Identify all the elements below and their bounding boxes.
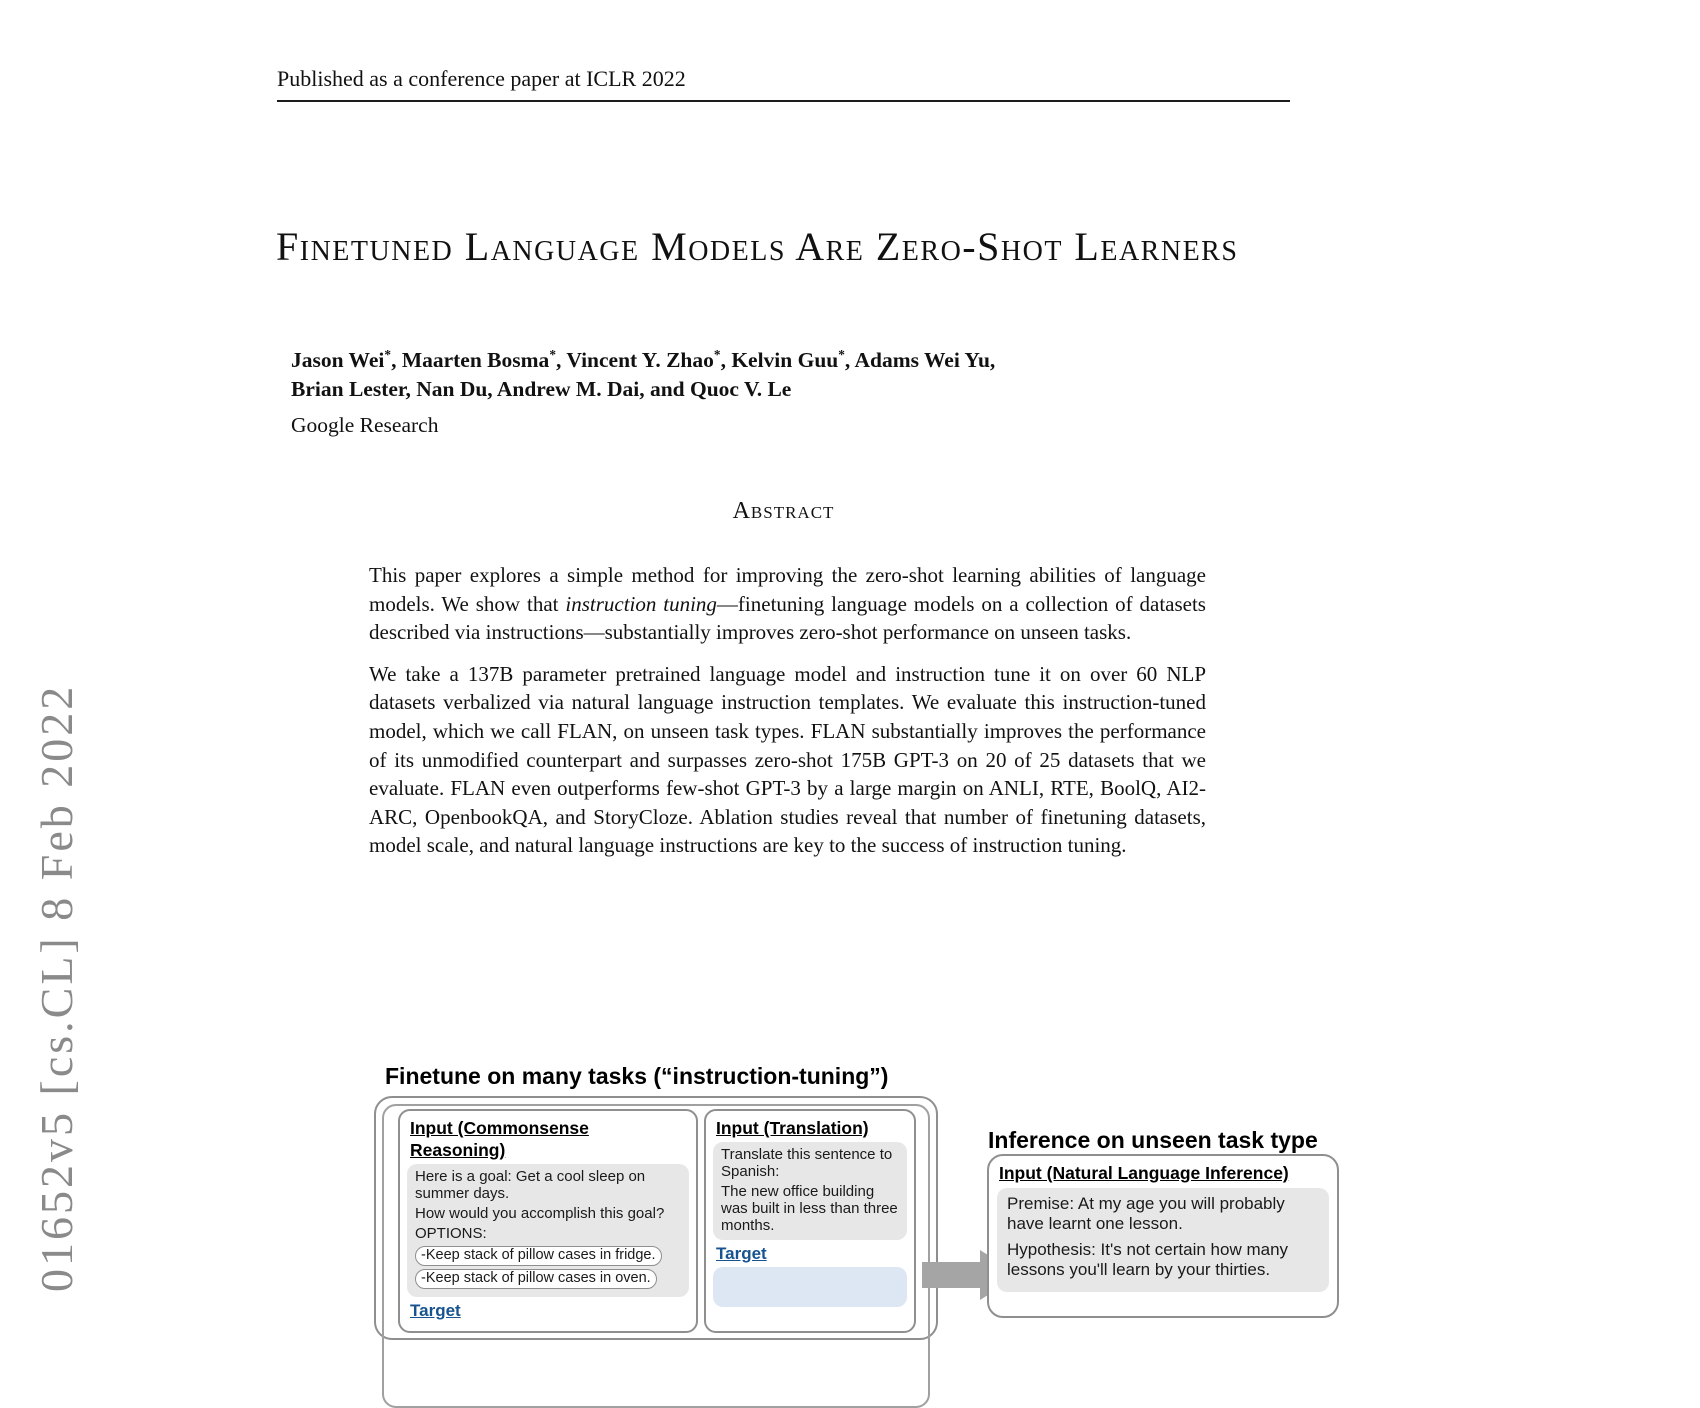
translation-sentence: The new office building was built in less than three months. xyxy=(721,1182,898,1234)
arxiv-stamp: 01652v5 [cs.CL] 8 Feb 2022 xyxy=(31,683,82,1292)
option-pill-fridge: -Keep stack of pillow cases in fridge. xyxy=(415,1246,662,1266)
nli-header: Input (Natural Language Inference) xyxy=(999,1163,1289,1183)
instruction-tuning-italic: instruction tuning xyxy=(565,591,717,616)
published-line: Published as a conference paper at ICLR 2022 xyxy=(277,66,686,91)
task-card-nli xyxy=(987,1154,1339,1318)
nli-input-box xyxy=(997,1188,1329,1292)
task-card-translation xyxy=(704,1109,916,1333)
commonsense-input-box xyxy=(407,1164,689,1297)
task-card-commonsense xyxy=(398,1109,698,1333)
finetune-heading: Finetune on many tasks (“instruction-tuning”) xyxy=(385,1063,889,1089)
abstract-paragraph-1: This paper explores a simple method for improving the zero-shot learning abilities of language models. We show that instruction tuning—finetuning language models on a collection of datasets described via instructions—substantially improves zero-shot performance on unseen tasks. xyxy=(369,563,1206,645)
commonsense-question: How would you accomplish this goal? xyxy=(415,1204,665,1222)
abstract-paragraph-2: We take a 137B parameter pretrained language model and instruction tune it on over 60 NLP datasets verbalized via natural language instruction templates. We evaluate this instruction-tuned model, which we call FLAN, on unseen task types. FLAN substantially improves the performance of its unmodified counterpart and surpasses zero-shot 175B GPT-3 on 20 of 25 datasets that we evaluate. FLAN even outperforms few-shot GPT-3 by a large margin on ANLI, RTE, BoolQ, AI2-ARC, OpenbookQA, and StoryCloze. Ablation studies reveal that number of finetuning datasets, model scale, and natural language instructions are key to the success of instruction tuning. xyxy=(369,661,1206,858)
header-rule xyxy=(277,100,1290,102)
nli-hypothesis: Hypothesis: It's not certain how many lessons you'll learn by your thirties. xyxy=(1007,1240,1289,1280)
commonsense-goal: Here is a goal: Get a cool sleep on summer days. xyxy=(415,1168,646,1202)
translation-target-box xyxy=(713,1267,907,1307)
abstract-heading: Abstract xyxy=(732,498,835,524)
finetune-task-stack xyxy=(374,1096,938,1340)
author-list xyxy=(291,346,1211,403)
nli-premise: Premise: At my age you will probably have learnt one lesson. xyxy=(1007,1194,1285,1234)
translation-input-box xyxy=(713,1142,907,1240)
option-pill-oven: -Keep stack of pillow cases in oven. xyxy=(415,1269,657,1289)
commonsense-header: Input (Commonsense Reasoning) xyxy=(410,1118,589,1160)
arrow-right-icon xyxy=(922,1262,982,1288)
author-line-1: Jason Wei*, Maarten Bosma*, Vincent Y. Zhao*, Kelvin Guu*, Adams Wei Yu, xyxy=(291,347,996,373)
commonsense-options-label: OPTIONS: xyxy=(415,1224,487,1242)
author-asterisk: * xyxy=(384,347,392,362)
author-asterisk: * xyxy=(549,347,556,362)
commonsense-target-label: Target xyxy=(410,1300,461,1320)
inference-heading: Inference on unseen task type xyxy=(988,1127,1318,1153)
abstract-body xyxy=(369,561,1206,860)
translation-target-label: Target xyxy=(716,1243,767,1263)
translation-header: Input (Translation) xyxy=(716,1118,869,1138)
translation-instruction: Translate this sentence to Spanish: xyxy=(721,1146,893,1180)
author-asterisk: * xyxy=(713,347,721,362)
affiliation: Google Research xyxy=(291,413,439,437)
author-line-2: Brian Lester, Nan Du, Andrew M. Dai, and Quoc V. Le xyxy=(291,376,792,401)
paper-title: Finetuned Language Models Are Zero-Shot Learners xyxy=(276,223,1239,269)
author-asterisk: * xyxy=(838,347,845,362)
